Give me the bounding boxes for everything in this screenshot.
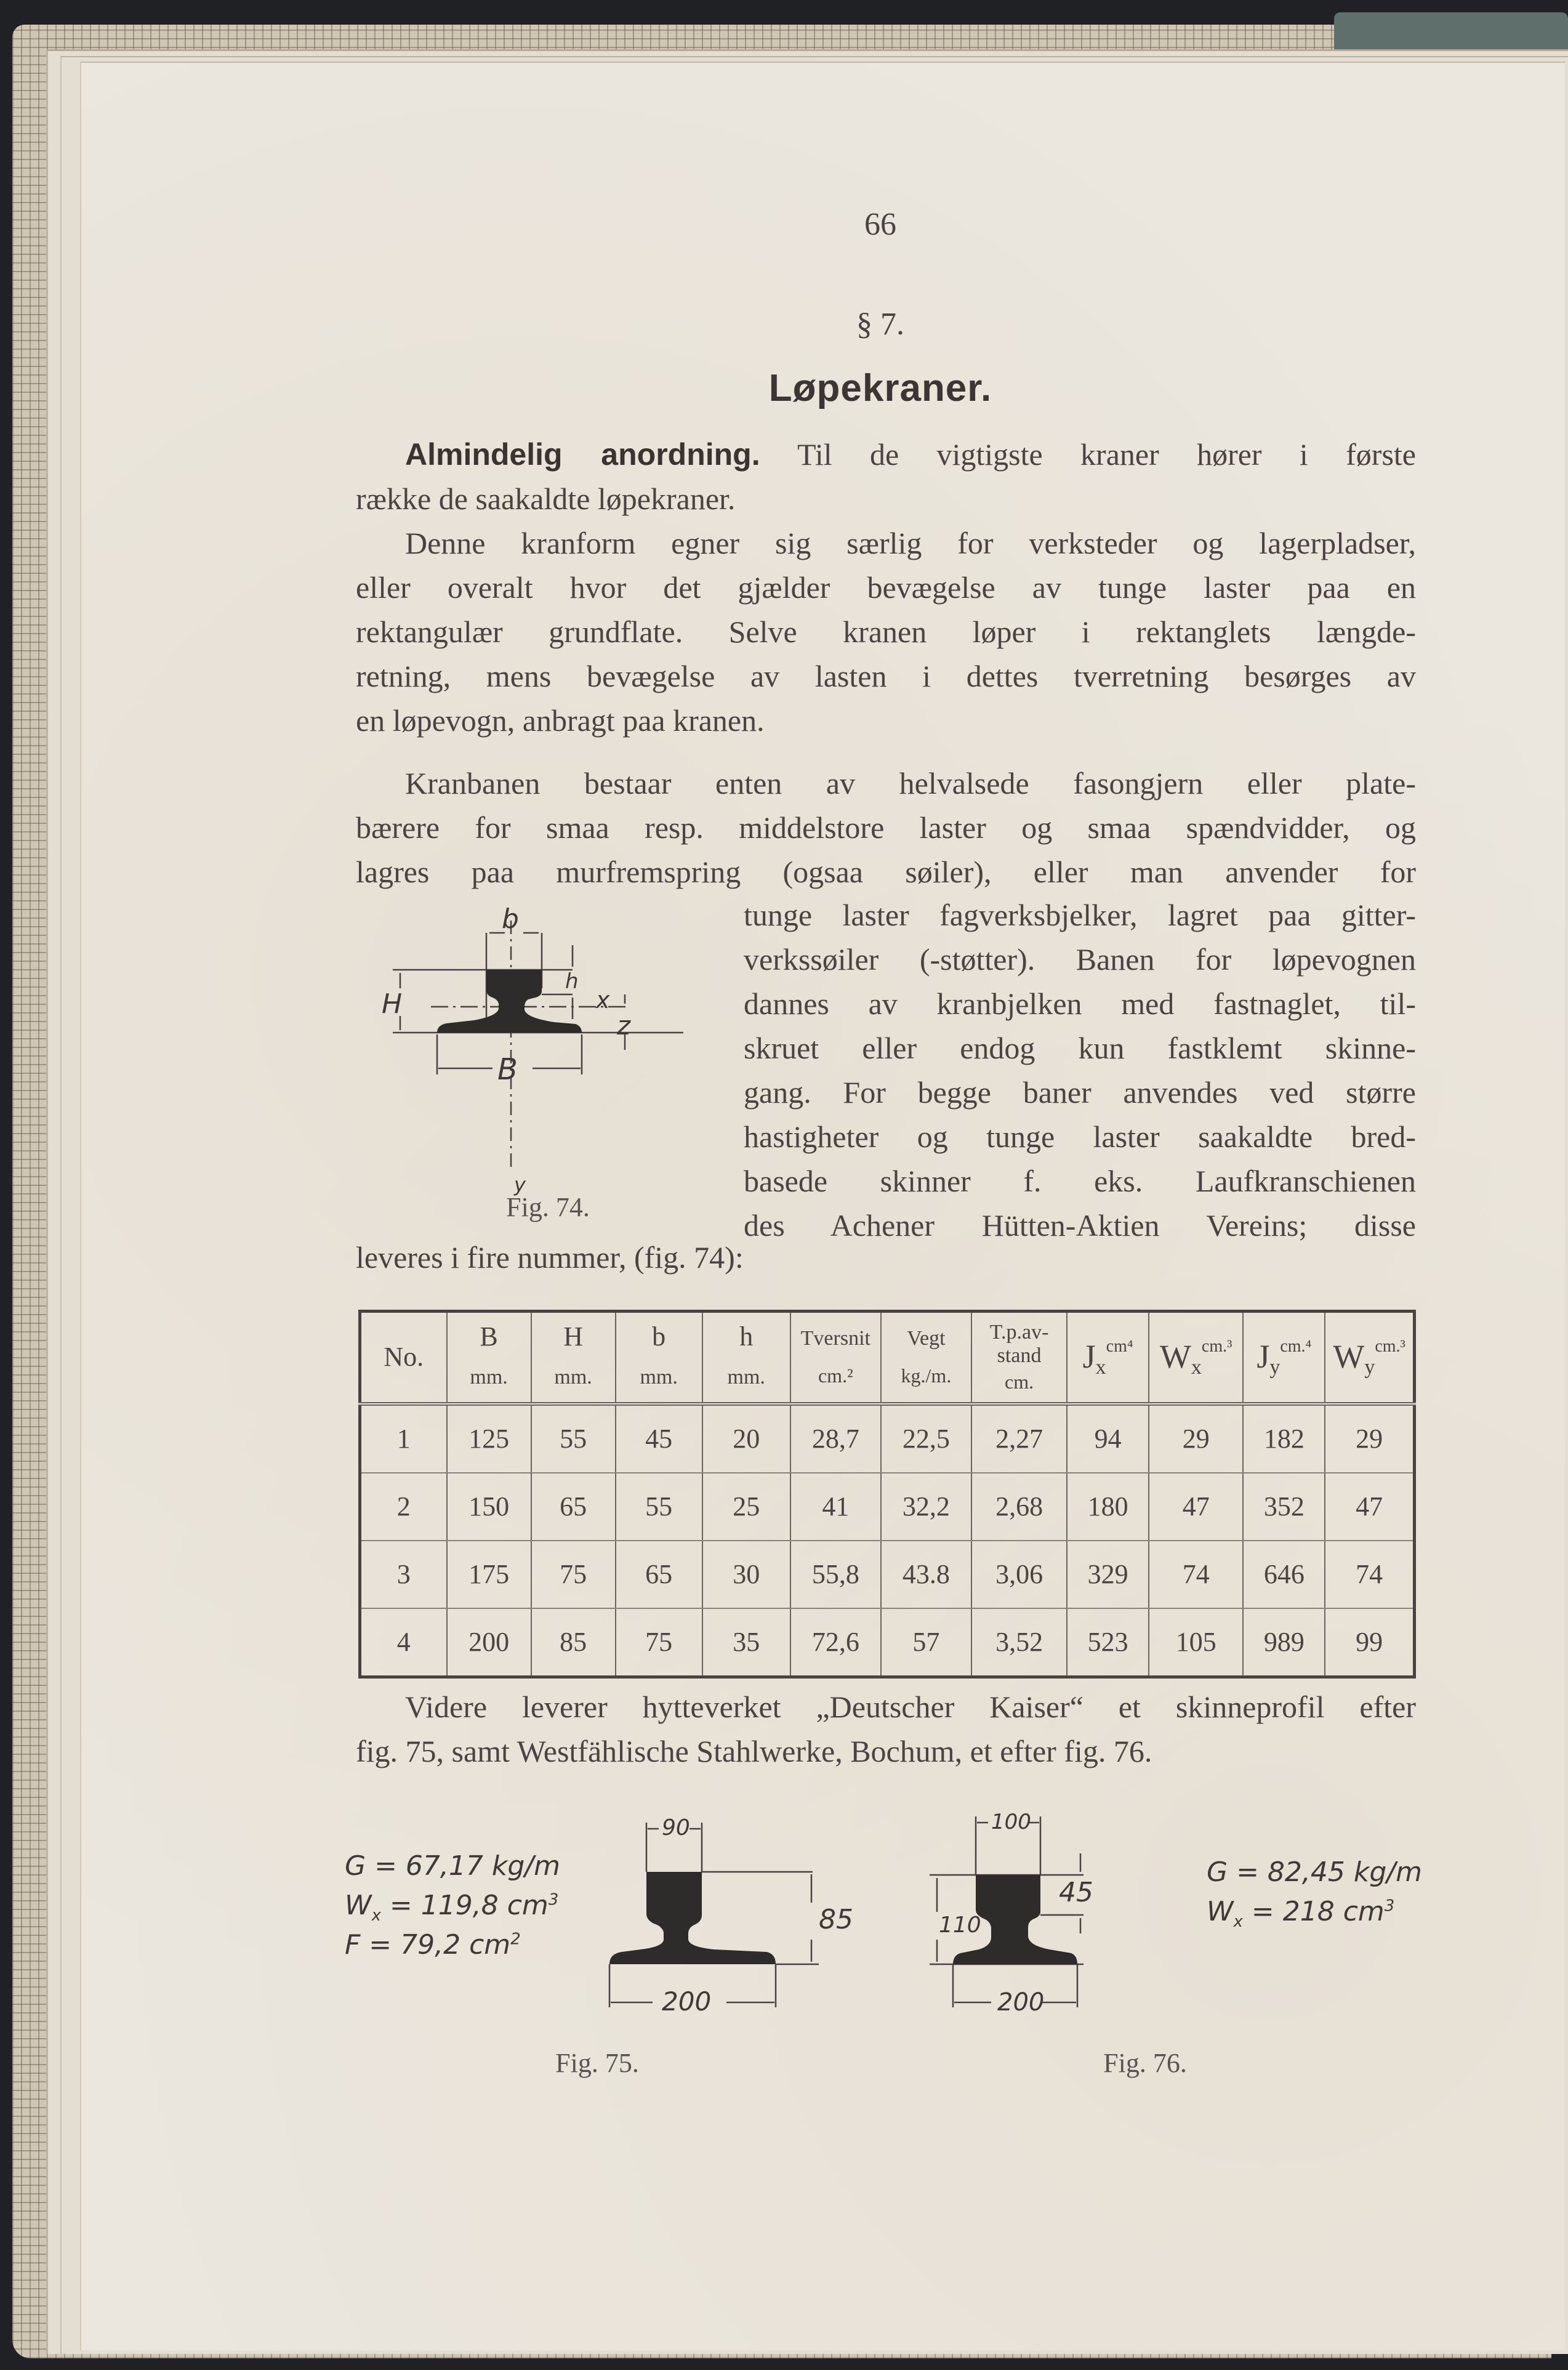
table-cell: 28,7 [790,1404,881,1473]
dimension-top-width: 100 [991,1810,1031,1834]
table-cell: 57 [881,1608,971,1677]
wx-exponent: 3 [548,1890,559,1909]
paragraph-intro [356,432,1416,743]
text-line: rektangulær grundflate. Selve kranen løper i rektanglets længde- [356,615,1416,649]
table-cell: 25 [702,1473,790,1541]
header-label: h [739,1321,754,1352]
dimension-head-height: 45 [1059,1877,1093,1908]
table-cell: 29 [1325,1404,1414,1473]
text-line: Denne kranform egner sig særlig for verksteder og lagerpladser, [405,526,1416,560]
wx-subscript: x [1233,1912,1243,1931]
header-unit: kg./m. [901,1364,952,1387]
header-subscript: y [1269,1356,1281,1379]
table-cell: 105 [1149,1608,1243,1677]
table-cell: 35 [702,1608,790,1677]
table-cell: 125 [447,1404,531,1473]
table-header-row [360,1312,1415,1404]
header-superscript: cm.³ [1201,1337,1232,1356]
table-cell: 2,27 [971,1404,1067,1473]
table-cell: 75 [616,1608,702,1677]
header-superscript: cm.⁴ [1280,1337,1312,1356]
header-subscript: x [1191,1356,1202,1379]
table-cell: 22,5 [881,1404,971,1473]
header-wy [1325,1312,1414,1404]
table-row [360,1608,1415,1677]
dimension-top-width: 90 [662,1815,690,1840]
table-cell: 65 [531,1473,616,1541]
paragraph-lead: Almindelig anordning. [405,437,760,472]
figure-75-properties [345,1850,560,1969]
header-tversnit [790,1312,881,1404]
text-line: hastigheter og tunge laster saakaldte bred- [744,1119,1416,1154]
text-line: retning, mens bevægelse av lasten i dettes tverretning besørges av [356,659,1416,693]
header-tp-avstand [971,1312,1067,1404]
wx-exponent: 3 [1384,1896,1395,1916]
table-cell: 47 [1325,1473,1414,1541]
text-line: skruet eller endog kun fastklemt skinne- [744,1031,1416,1065]
table-cell: 65 [616,1541,702,1608]
table-cell: 200 [447,1608,531,1677]
header-jy [1243,1312,1325,1404]
table-cell: 75 [531,1541,616,1608]
figure-75-rail-profile [579,1810,874,2013]
table-cell: 55,8 [790,1541,881,1608]
table-cell: 55 [616,1473,702,1541]
table-cell: 3,52 [971,1608,1067,1677]
wx-subscript: x [371,1906,381,1925]
text-line: verkssøiler (-støtter). Banen for løpevognen [744,942,1416,977]
text-line: des Achener Hütten-Aktien Vereins; disse [744,1208,1416,1243]
dimension-label-b: b [502,903,519,935]
table-cell: 523 [1067,1608,1149,1677]
table-cell: 150 [447,1473,531,1541]
text-line: eller overalt hvor det gjælder bevægelse av tunge laster paa en [356,570,1416,605]
dimension-base-width: 200 [662,1986,712,2013]
header-unit: mm. [470,1366,508,1389]
text-line: en løpevogn, anbragt paa kranen. [356,703,765,738]
table-cell: 989 [1243,1608,1325,1677]
figure-74-caption: Fig. 74. [506,1192,590,1222]
paragraph-kranbanen [356,761,1416,894]
text-line: leveres i fire nummer, (fig. 74): [356,1240,744,1275]
header-label: W [1159,1338,1191,1376]
table-cell: 2,68 [971,1473,1067,1541]
rail-specification-table [358,1310,1416,1679]
wx-value: = 218 cm [1242,1896,1385,1927]
table-cell: 72,6 [790,1608,881,1677]
section-modulus-value [1207,1896,1422,1935]
axis-label-y: y [514,1173,526,1196]
dimension-label-H: H [382,988,403,1020]
table-cell: 3 [360,1541,447,1608]
header-B [447,1312,531,1404]
rail-profile-shape [609,1872,776,1964]
area-value [345,1929,560,1969]
header-subscript: y [1364,1356,1375,1379]
text-line: lagres paa murfremspring (ogsaa søiler), eller man anvender for [356,855,1416,889]
text-line: fig. 75, samt Westfählische Stahlwerke, Bochum, et efter fig. 76. [356,1734,1152,1768]
table-cell: 45 [616,1404,702,1473]
figure-76-caption: Fig. 76. [1103,2048,1187,2078]
table-cell: 180 [1067,1473,1149,1541]
table-cell: 352 [1243,1473,1325,1541]
header-label: Tversnit [800,1327,870,1350]
header-superscript: cm⁴ [1106,1337,1133,1356]
figure-76-properties [1207,1856,1422,1935]
table-cell: 1 [360,1404,447,1473]
table-cell: 74 [1325,1541,1414,1608]
header-label: b [652,1321,666,1352]
table-cell: 55 [531,1404,616,1473]
dimension-height: 110 [939,1913,981,1938]
header-superscript: cm.³ [1375,1337,1405,1356]
text-line: gang. For begge baner anvendes ved større [744,1075,1416,1110]
chapter-title: Løpekraner. [768,367,992,409]
text-line: række de saakaldte løpekraner. [356,482,736,516]
weight-value: G = 82,45 kg/m [1207,1856,1422,1888]
paragraph-wrap-text [744,893,1416,1247]
header-subscript: x [1095,1356,1106,1379]
text-line: Kranbanen bestaar enten av helvalsede fasongjern eller plate- [405,766,1416,800]
table-cell: 41 [790,1473,881,1541]
table-cell: 47 [1149,1473,1243,1541]
page-number: 66 [864,207,896,242]
header-unit: mm. [640,1366,678,1389]
header-label: B [480,1321,498,1352]
header-b [616,1312,702,1404]
table-cell: 175 [447,1541,531,1608]
dimension-base-width: 200 [997,1988,1045,2013]
table-row [360,1541,1415,1608]
text-line [356,432,1416,477]
table-cell: 646 [1243,1541,1325,1608]
section-modulus-value [345,1890,560,1929]
header-label: Vegt [907,1327,946,1350]
paragraph-after-figure [356,1235,1416,1280]
rail-profile-shape [437,970,582,1033]
table-cell: 30 [702,1541,790,1608]
header-unit: mm. [554,1366,592,1389]
header-jx [1067,1312,1149,1404]
figure-75-caption: Fig. 75. [555,2048,639,2078]
dimension-label-h: h [565,969,579,994]
figure-76-rail-profile [880,1810,1176,2013]
wx-symbol: W [1207,1896,1234,1927]
table-row [360,1473,1415,1541]
dimension-height: 85 [819,1904,853,1935]
header-label: No. [384,1342,424,1372]
table-cell: 43.8 [881,1541,971,1608]
table-cell: 32,2 [881,1473,971,1541]
text-line: basede skinner f. eks. Laufkranschienen [744,1164,1416,1198]
header-h [702,1312,790,1404]
header-label: T.p.av-stand [989,1321,1049,1368]
header-label: H [563,1321,583,1352]
header-label: W [1333,1338,1365,1376]
figure-74-rail-profile [369,896,714,1216]
weight-value: G = 67,17 kg/m [345,1850,560,1882]
area-exponent: 2 [510,1930,521,1949]
table-cell: 4 [396,1627,411,1657]
area-text: F = 79,2 cm [345,1929,511,1961]
wx-value: = 119,8 cm [380,1890,549,1921]
dimension-label-z: z [617,1010,631,1041]
header-unit: cm.² [818,1364,853,1387]
table-cell: 3,06 [971,1541,1067,1608]
wx-symbol: W [345,1890,372,1921]
header-H [531,1312,616,1404]
table-cell: 2 [360,1473,447,1541]
text-line: bærere for smaa resp. middelstore laster og smaa spændvidder, og [356,810,1416,845]
table-cell: 94 [1067,1404,1149,1473]
paragraph-other-profiles [356,1685,1416,1773]
table-cell: 20 [702,1404,790,1473]
header-no [360,1312,447,1404]
header-label: J [1082,1338,1096,1376]
text-span: Til de vigtigste kraner hører i første [760,437,1416,472]
header-vegt [881,1312,971,1404]
header-wx [1149,1312,1243,1404]
table-cell: 74 [1149,1541,1243,1608]
table-cell: 29 [1149,1404,1243,1473]
table-cell: 329 [1067,1541,1149,1608]
header-unit: cm. [1005,1371,1034,1393]
table-cell: 182 [1243,1404,1325,1473]
axis-label-x: x [596,986,610,1014]
table-cell: 99 [1325,1608,1414,1677]
text-line: dannes av kranbjelken med fastnaglet, til- [744,986,1416,1021]
header-label: J [1256,1338,1270,1376]
section-number: § 7. [856,307,904,342]
text-line: tunge laster fagverksbjelker, lagret paa gitter- [744,898,1416,932]
header-unit: mm. [727,1366,765,1389]
text-line: Videre leverer hytteverket „Deutscher Kaiser“ et skinneprofil efter [405,1690,1416,1724]
table-row [360,1404,1415,1473]
table-cell: 85 [531,1608,616,1677]
dimension-label-B: B [497,1052,518,1087]
